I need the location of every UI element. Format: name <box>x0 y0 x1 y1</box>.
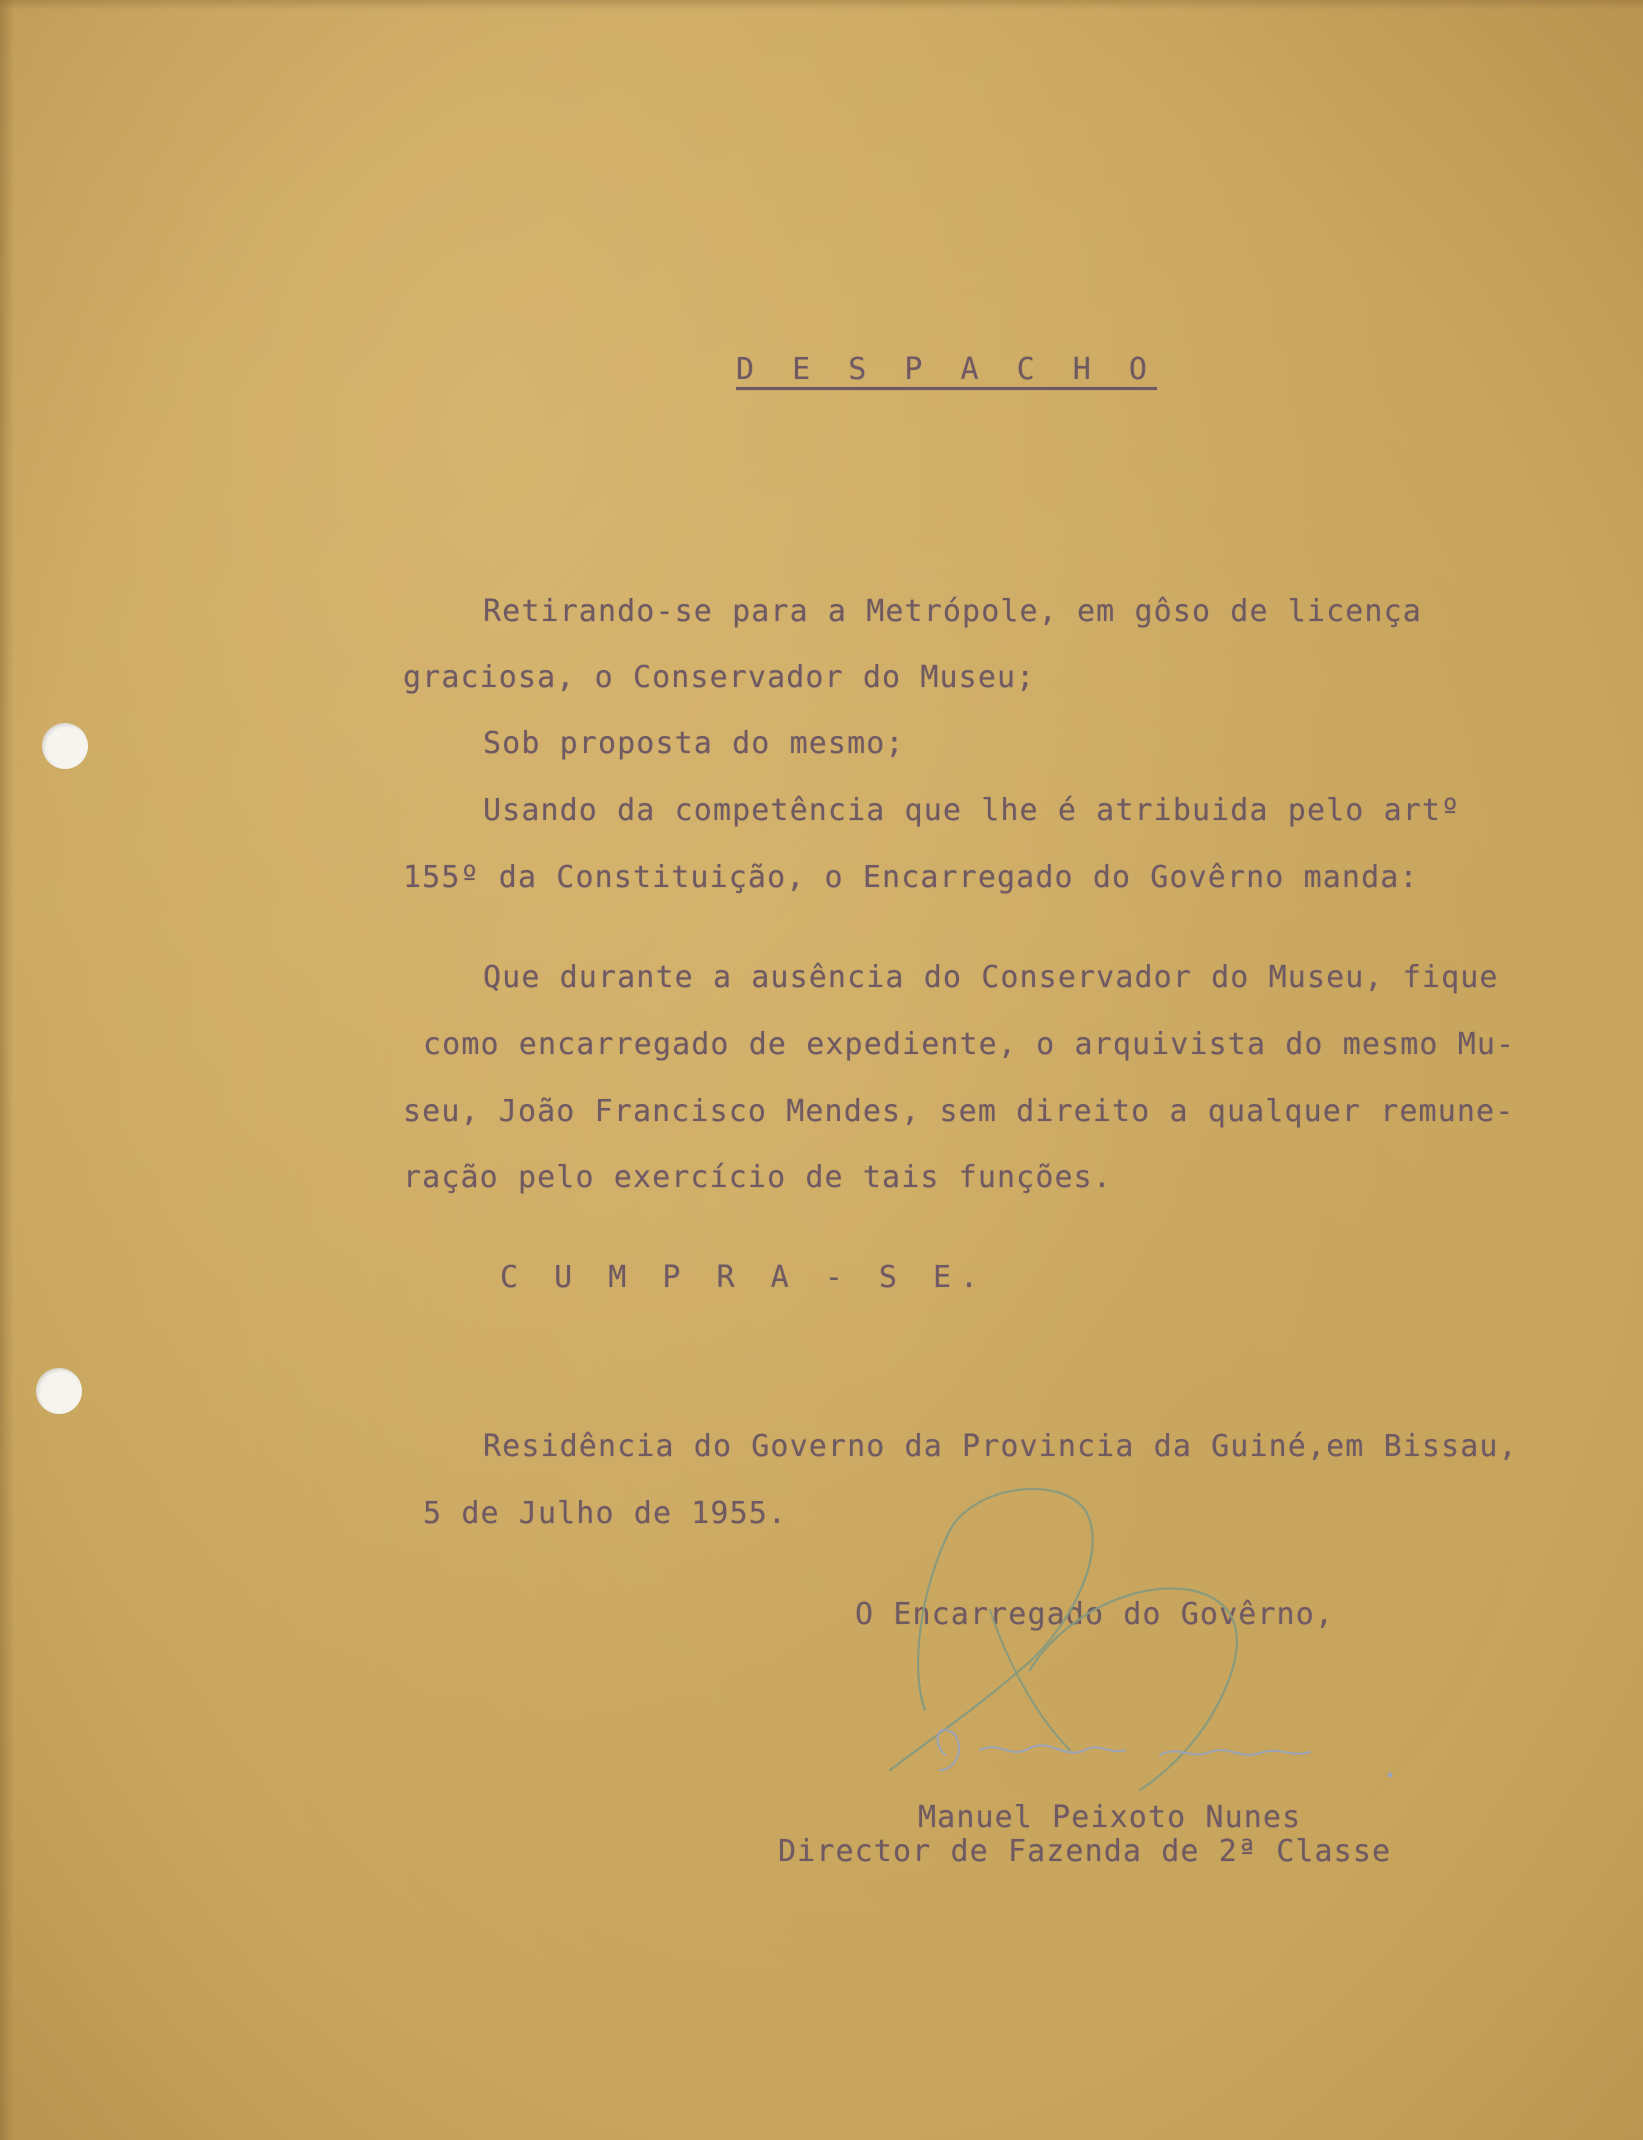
punch-hole <box>42 723 88 769</box>
paragraph-4-line-1: Que durante a ausência do Conservador do Museu, fique <box>483 960 1499 995</box>
paragraph-4-line-2: como encarregado de expediente, o arquivista do mesmo Mu- <box>423 1027 1516 1062</box>
signatory-position: Director de Fazenda de 2ª Classe <box>778 1834 1392 1869</box>
paragraph-1-line-2: graciosa, o Conservador do Museu; <box>403 660 1036 695</box>
paragraph-4-line-4: ração pelo exercício de tais funções. <box>403 1160 1112 1195</box>
location-date: 5 de Julho de 1955. <box>423 1496 788 1531</box>
paragraph-3-line-1: Usando da competência que lhe é atribuida pelo artº <box>483 793 1461 828</box>
paragraph-2: Sob proposta do mesmo; <box>483 726 905 761</box>
handwritten-signature <box>870 1470 1430 1800</box>
document-title: D E S P A C H O <box>736 352 1157 387</box>
paragraph-4-line-3: seu, João Francisco Mendes, sem direito a qualquer remune- <box>403 1094 1515 1129</box>
closing-text: O Encarregado do Govêrno, <box>855 1597 1335 1632</box>
location-line-1: Residência do Governo da Provincia da Guiné,em Bissau, <box>483 1429 1518 1464</box>
paper-top-shadow <box>0 0 1643 10</box>
command-text: C U M P R A - S E. <box>500 1260 988 1295</box>
punch-hole <box>36 1368 82 1414</box>
signatory-name: Manuel Peixoto Nunes <box>918 1800 1302 1835</box>
paragraph-1-line-1: Retirando-se para a Metrópole, em gôso de licença <box>483 594 1422 629</box>
paragraph-3-line-2: 155º da Constituição, o Encarregado do Govêrno manda: <box>403 860 1419 895</box>
paper-edge-shadow <box>0 0 14 2140</box>
